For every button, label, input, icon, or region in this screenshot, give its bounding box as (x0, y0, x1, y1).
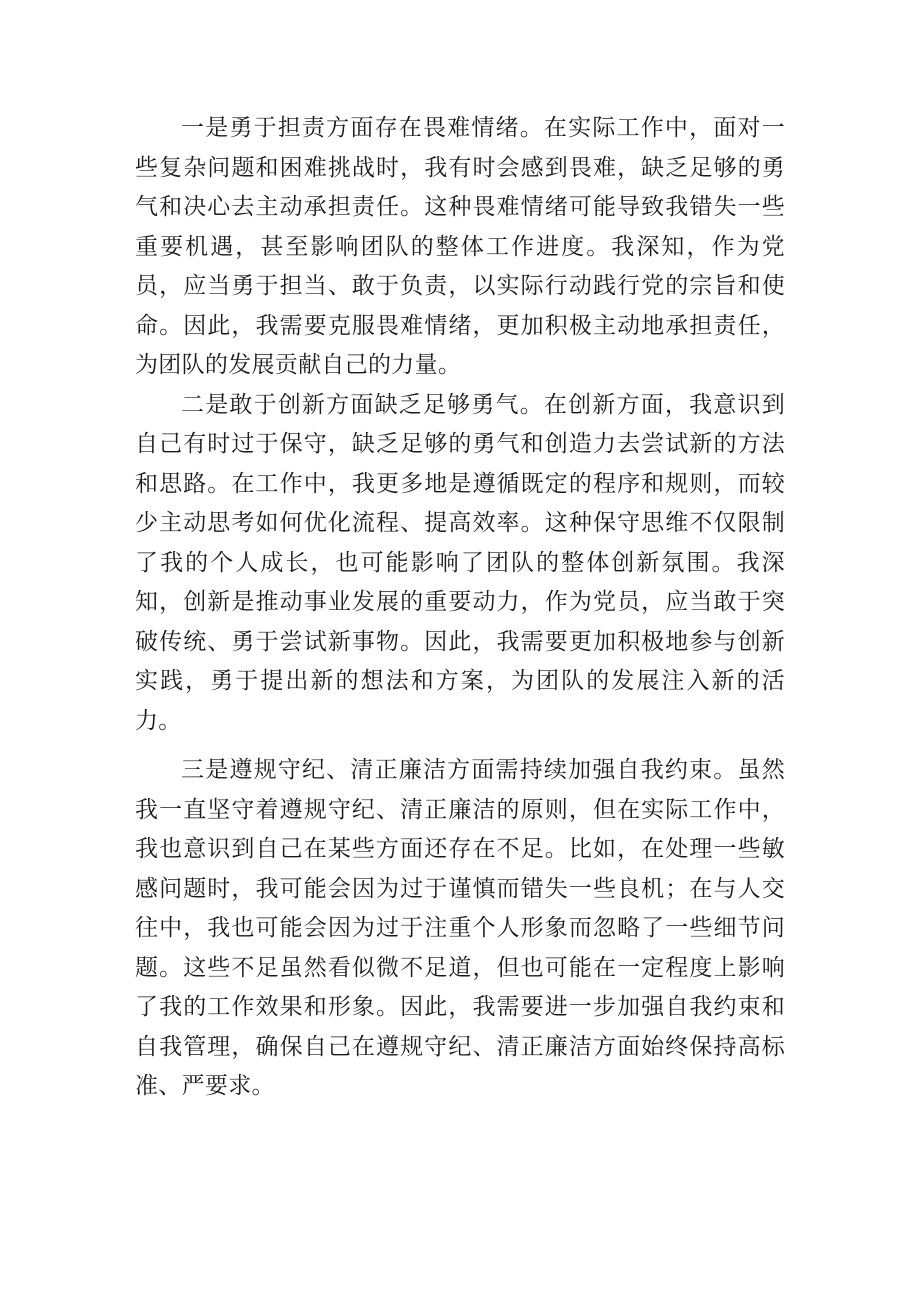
paragraph-2: 二是敢于创新方面缺乏足够勇气。在创新方面，我意识到自己有时过于保守，缺乏足够的勇气和创造力去尝试新的方法和思路。在工作中，我更多地是遵循既定的程序和规则，而较少主动思考如何优化流程、提高效率。这种保守思维不仅限制了我的个人成长，也可能影响了团队的整体创新氛围。我深知，创新是推动事业发展的重要动力，作为党员，应当敢于突破传统、勇于尝试新事物。因此，我需要更加积极地参与创新实践，勇于提出新的想法和方案，为团队的发展注入新的活力。 (135, 391, 785, 734)
paragraph-1: 一是勇于担责方面存在畏难情绪。在实际工作中，面对一些复杂问题和困难挑战时，我有时会感到畏难，缺乏足够的勇气和决心去主动承担责任。这种畏难情绪可能导致我错失一些重要机遇，甚至影响团队的整体工作进度。我深知，作为党员，应当勇于担当、敢于负责，以实际行动践行党的宗旨和使命。因此，我需要克服畏难情绪，更加积极主动地承担责任，为团队的发展贡献自己的力量。 (135, 115, 785, 378)
document-body (135, 109, 785, 1107)
paragraph-3: 三是遵规守纪、清正廉洁方面需持续加强自我约束。虽然我一直坚守着遵规守纪、清正廉洁的原则，但在实际工作中，我也意识到自己在某些方面还存在不足。比如，在处理一些敏感问题时，我可能会因为过于谨慎而错失一些良机；在与人交往中，我也可能会因为过于注重个人形象而忽略了一些细节问题。这些不足虽然看似微不足道，但也可能在一定程度上影响了我的工作效果和形象。因此，我需要进一步加强自我约束和自我管理，确保自己在遵规守纪、清正廉洁方面始终保持高标准、严要求。 (135, 757, 785, 1099)
